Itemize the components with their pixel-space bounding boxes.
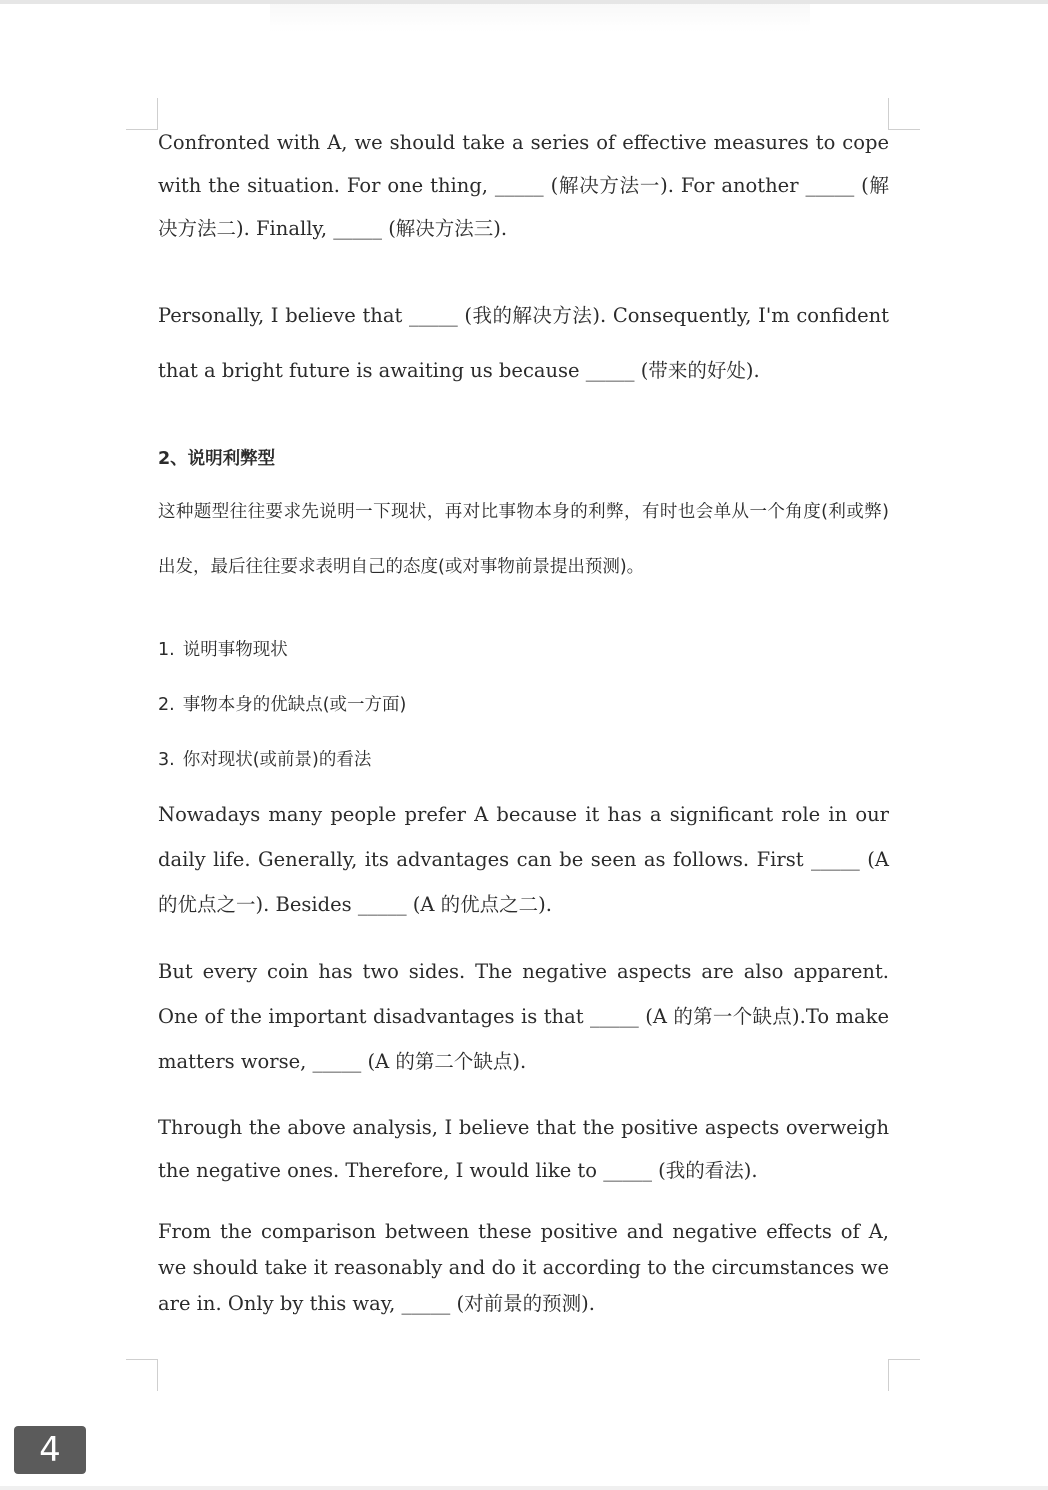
list-item-number: 2. (158, 695, 175, 715)
list-item (158, 733, 889, 788)
section-intro: 这种题型往往要求先说明一下现状，再对比事物本身的利弊，有时也会单从一个角度(利或弊)出发，最后往往要求表明自己的态度(或对事物前景提出预测)。 (158, 502, 889, 577)
list-item-number: 3. (158, 750, 175, 770)
list-item (158, 678, 889, 733)
crop-mark-bottom-left (126, 1359, 158, 1391)
steps-list (158, 623, 889, 788)
personal-opinion-paragraph: Personally, I believe that _____ (我的解决方法). Consequently, I'm confident that a bright future is awaiting us because _____ (带来的好处). (158, 304, 889, 382)
disadvantages-paragraph: But every coin has two sides. The negative aspects are also apparent. One of the important disadvantages is that _____ (A 的第一个缺点).To make matters worse, _____ (A 的第二个缺点). (158, 960, 889, 1073)
crop-mark-top-right (888, 98, 920, 130)
advantages-paragraph: Nowadays many people prefer A because it has a significant role in our daily life. Generally, its advantages can be seen as follows. First _____ (A 的优点之一). Besides _____ (A 的优点之二). (158, 803, 889, 916)
page-number-badge: 4 (14, 1426, 86, 1474)
conclusion-paragraph: From the comparison between these positive and negative effects of A, we should take it reasonably and do it according to the circumstances we are in. Only by this way, _____ (对前景的预测). (158, 1220, 889, 1315)
list-item-number: 1. (158, 640, 175, 660)
bottom-edge (0, 1486, 1048, 1490)
section-heading: 2、说明利弊型 (158, 449, 276, 469)
crop-mark-top-left (126, 98, 158, 130)
list-item-text: 你对现状(或前景)的看法 (182, 750, 372, 770)
list-item-text: 事物本身的优缺点(或一方面) (182, 695, 407, 715)
top-shadow (270, 4, 810, 32)
list-item-text: 说明事物现状 (182, 640, 288, 660)
list-item (158, 623, 889, 678)
page-content (158, 121, 889, 1322)
analysis-paragraph: Through the above analysis, I believe that the positive aspects overweigh the negative ones. Therefore, I would like to _____ (我的看法). (158, 1116, 889, 1182)
crop-mark-bottom-right (888, 1359, 920, 1391)
measures-paragraph: Confronted with A, we should take a series of effective measures to cope with the situation. For one thing, _____ (解决方法一). For another _____ (解决方法二). Finally, _____ (解决方法三). (158, 131, 889, 240)
